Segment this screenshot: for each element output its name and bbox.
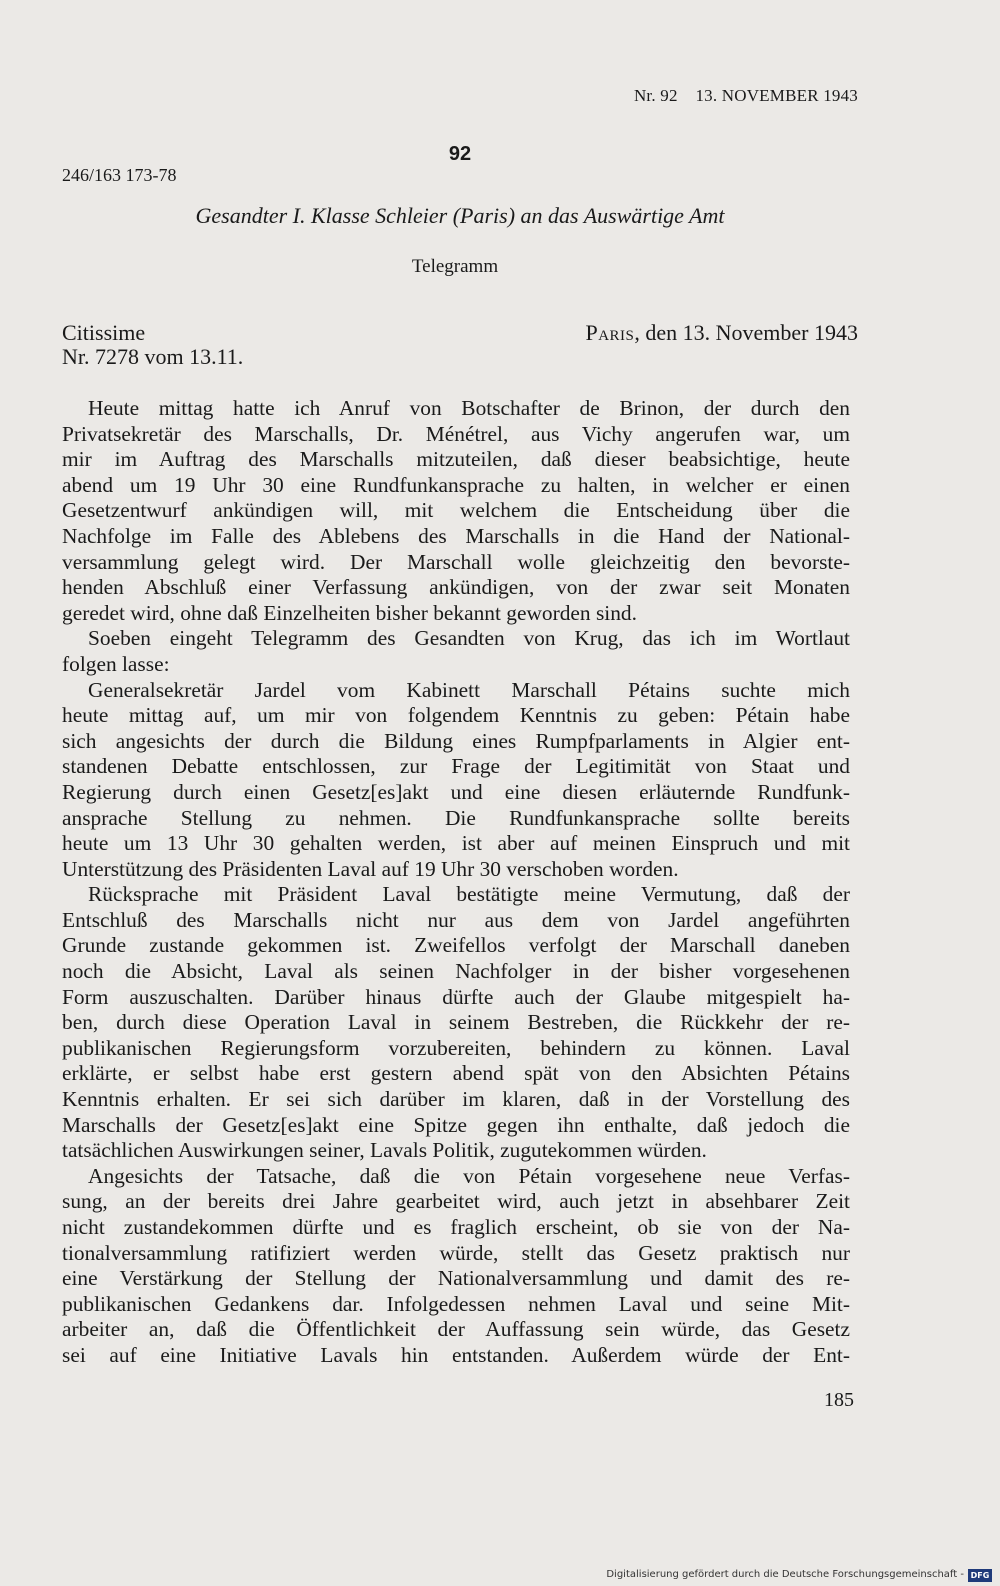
body-line: eine Verstärkung der Stellung der Nationalversammlung und damit des re- bbox=[62, 1266, 850, 1291]
body-line: Marschalls der Gesetz[es]akt eine Spitze gegen ihn enthalte, daß jedoch die bbox=[62, 1112, 850, 1137]
body-line: tionalversammlung ratifiziert werden würde, stellt das Gesetz praktisch nur bbox=[62, 1240, 850, 1265]
body-line: sich angesichts der durch die Bildung eines Rumpfparlaments in Algier ent- bbox=[62, 728, 850, 753]
body-line: Nachfolge im Falle des Ablebens des Marschalls in die Hand der National- bbox=[62, 523, 850, 548]
body-line: mir im Auftrag des Marschalls mitzuteilen, daß dieser beabsichtige, heute bbox=[62, 447, 850, 472]
body-line: Angesichts der Tatsache, daß die von Pétain vorgesehene neue Verfas- bbox=[88, 1163, 850, 1188]
body-line: Kenntnis erhalten. Er sei sich darüber im klaren, daß in der Vorstellung des bbox=[62, 1087, 850, 1112]
body-line: standenen Debatte entschlossen, zur Frage der Legitimität von Staat und bbox=[62, 754, 850, 779]
body-line: geredet wird, ohne daß Einzelheiten bisher bekannt geworden sind. bbox=[62, 600, 637, 625]
body-line: Heute mittag hatte ich Anruf von Botschafter de Brinon, der durch den bbox=[88, 396, 850, 420]
telegram-number: Nr. 7278 vom 13.11. bbox=[62, 344, 244, 369]
body-line: Unterstützung des Präsidenten Laval auf 19 Uhr 30 verschoben worden. bbox=[62, 856, 679, 881]
body-line: abend um 19 Uhr 30 eine Rundfunkansprache zu halten, in welcher er einen bbox=[62, 472, 850, 497]
date-text: , den 13. November 1943 bbox=[634, 320, 858, 345]
body-line: sung, an der bereits drei Jahre gearbeitet wird, auch jetzt in absehbarer Zeit bbox=[62, 1189, 850, 1214]
body-line: tatsächlichen Auswirkungen seiner, Lavals Politik, zugutekommen würden. bbox=[62, 1138, 707, 1163]
body-line: ansprache Stellung zu nehmen. Die Rundfunkansprache sollte bereits bbox=[62, 805, 850, 830]
file-reference: 246/163 173-78 bbox=[62, 165, 177, 185]
page-number: 185 bbox=[824, 1389, 854, 1411]
body-line: ben, durch diese Operation Laval in seinem Bestreben, die Rückkehr der re- bbox=[62, 1010, 850, 1035]
body-line: publikanischen Gedankens dar. Infolgedessen nehmen Laval und seine Mit- bbox=[62, 1291, 850, 1316]
body-line: erklärte, er selbst habe erst gestern abend spät von den Absichten Pétains bbox=[62, 1061, 850, 1086]
body-line: publikanischen Regierungsform vorzubereiten, behindern zu können. Laval bbox=[62, 1035, 850, 1060]
body-text bbox=[62, 396, 850, 1369]
body-line: arbeiter an, daß die Öffentlichkeit der Auffassung sein würde, das Gesetz bbox=[62, 1317, 850, 1342]
body-line: Gesetzentwurf ankündigen will, mit welchem die Entscheidung über die bbox=[62, 498, 850, 523]
body-line: versammlung gelegt wird. Der Marschall wolle gleichzeitig den bevorste- bbox=[62, 549, 850, 574]
body-line: Form auszuschalten. Darüber hinaus dürfte auch der Glaube mitgespielt ha- bbox=[62, 984, 850, 1009]
body-line: nicht zustandekommen dürfte und es fraglich erscheint, ob sie von der Na- bbox=[62, 1215, 850, 1239]
running-head: Nr. 92 13. NOVEMBER 1943 bbox=[633, 86, 858, 105]
digitization-note: Digitalisierung gefördert durch die Deutsche Forschungsgemeinschaft - bbox=[606, 1569, 964, 1580]
body-line: Regierung durch einen Gesetz[es]akt und eine diesen erläuternde Rundfunk- bbox=[62, 779, 850, 804]
dfg-logo: DFG bbox=[968, 1569, 992, 1582]
body-line: heute um 13 Uhr 30 gehalten werden, ist aber auf meinen Einspruch und mit bbox=[62, 831, 850, 856]
body-line: henden Abschluß einer Verfassung ankündigen, von der zwar seit Monaten bbox=[62, 575, 850, 600]
body-line: Privatsekretär des Marschalls, Dr. Ménétrel, aus Vichy angerufen war, um bbox=[62, 421, 850, 446]
body-line: Grunde zustande gekommen ist. Zweifellos verfolgt der Marschall daneben bbox=[62, 933, 850, 958]
document-number: 92 bbox=[448, 143, 472, 165]
body-line: sei auf eine Initiative Lavals hin entstanden. Außerdem würde der Ent- bbox=[62, 1342, 850, 1367]
place-name: Paris bbox=[585, 320, 635, 345]
body-line: heute mittag auf, um mir von folgendem Kenntnis zu geben: Pétain habe bbox=[62, 703, 850, 728]
body-line: Soeben eingeht Telegramm des Gesandten von Krug, das ich im Wortlaut bbox=[88, 626, 850, 651]
body-line: Entschluß des Marschalls nicht nur aus dem von Jardel angeführten bbox=[62, 907, 850, 932]
priority-label: Citissime bbox=[62, 320, 146, 345]
body-line: noch die Absicht, Laval als seinen Nachfolger in der bisher vorgesehenen bbox=[62, 959, 850, 984]
body-line: Rücksprache mit Präsident Laval bestätigte meine Vermutung, daß der bbox=[88, 882, 850, 907]
place-date bbox=[585, 320, 858, 346]
body-line: folgen lasse: bbox=[62, 651, 170, 676]
body-line: Generalsekretär Jardel vom Kabinett Marschall Pétains suchte mich bbox=[88, 677, 850, 702]
document-type: Telegramm bbox=[411, 256, 499, 277]
document-title: Gesandter I. Klasse Schleier (Paris) an das Auswärtige Amt bbox=[195, 203, 725, 228]
